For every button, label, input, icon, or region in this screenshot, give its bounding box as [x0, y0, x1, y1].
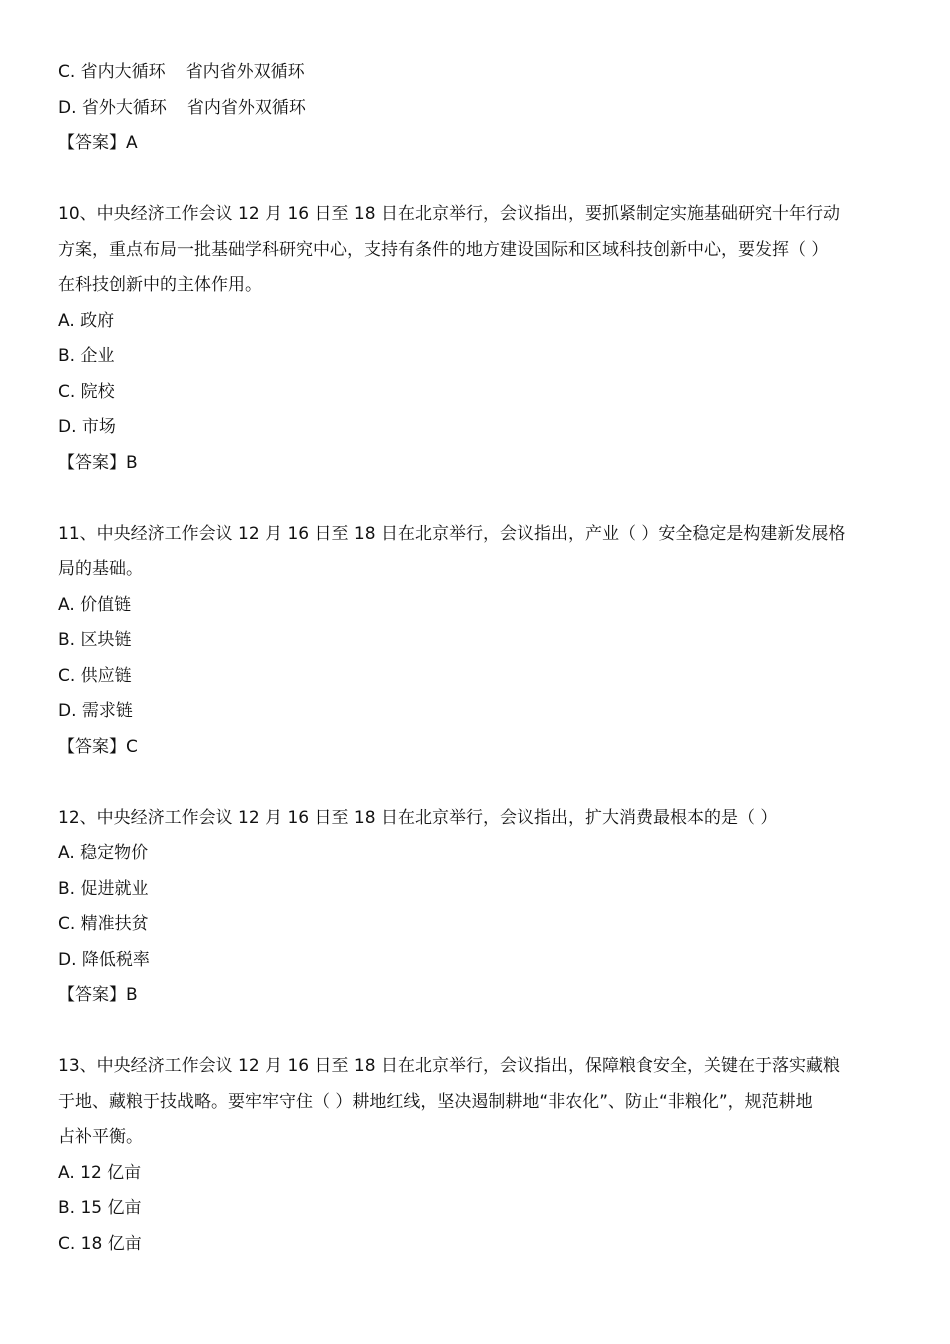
question-11 — [58, 517, 896, 766]
document-page — [58, 55, 896, 1262]
answer: 【答案】C — [58, 736, 138, 757]
option-b: B. 促进就业 — [58, 878, 149, 899]
answer: 【答案】B — [58, 985, 138, 1005]
question-stem-line: 局的基础。 — [58, 559, 143, 579]
option-a: A. 价值链 — [58, 594, 132, 615]
question-stem-line: 方案，重点布局一批基础学科研究中心，支持有条件的地方建设国际和区域科技创新中心，要发挥（ ） — [58, 239, 829, 260]
question-stem-line: 13、中央经济工作会议 12 月 16 日至 18 日在北京举行，会议指出，保障粮食安全，关键在于落实藏粮 — [58, 1056, 840, 1076]
option-c: C. 精准扶贫 — [58, 914, 149, 934]
question-stem-line: 于地、藏粮于技战略。要牢牢守住（ ）耕地红线，坚决遏制耕地“非农化”、防止“非粮化”，规范耕地 — [58, 1091, 813, 1112]
question-stem-line: 10、中央经济工作会议 12 月 16 日至 18 日在北京举行，会议指出，要抓紧制定实施基础研究十年行动 — [58, 204, 840, 224]
option-a: A. 12 亿亩 — [58, 1162, 142, 1183]
option-d: D. 市场 — [58, 417, 116, 437]
question-stem-line: 在科技创新中的主体作用。 — [58, 275, 262, 295]
question-10 — [58, 197, 896, 481]
option-b: B. 企业 — [58, 346, 115, 366]
question-stem-line: 占补平衡。 — [58, 1127, 143, 1147]
option-a: A. 政府 — [58, 310, 115, 331]
question-stem-line: 11、中央经济工作会议 12 月 16 日至 18 日在北京举行，会议指出，产业（ ）安全稳定是构建新发展格 — [58, 523, 846, 544]
option-d: D. 省外大循环 省内省外双循环 — [58, 97, 306, 118]
question-stem-line: 12、中央经济工作会议 12 月 16 日至 18 日在北京举行，会议指出，扩大消费最根本的是（ ） — [58, 807, 778, 828]
answer: 【答案】A — [58, 133, 138, 153]
option-c: C. 省内大循环 省内省外双循环 — [58, 62, 305, 82]
answer: 【答案】B — [58, 452, 138, 473]
option-d: D. 降低税率 — [58, 949, 150, 970]
option-b: B. 15 亿亩 — [58, 1198, 142, 1218]
option-c: C. 18 亿亩 — [58, 1233, 142, 1254]
question-13 — [58, 1049, 896, 1262]
option-b: B. 区块链 — [58, 630, 132, 650]
option-d: D. 需求链 — [58, 701, 133, 721]
option-c: C. 院校 — [58, 381, 115, 402]
option-a: A. 稳定物价 — [58, 843, 149, 863]
option-c: C. 供应链 — [58, 665, 132, 686]
question-9-tail — [58, 55, 896, 162]
question-12 — [58, 801, 896, 1014]
